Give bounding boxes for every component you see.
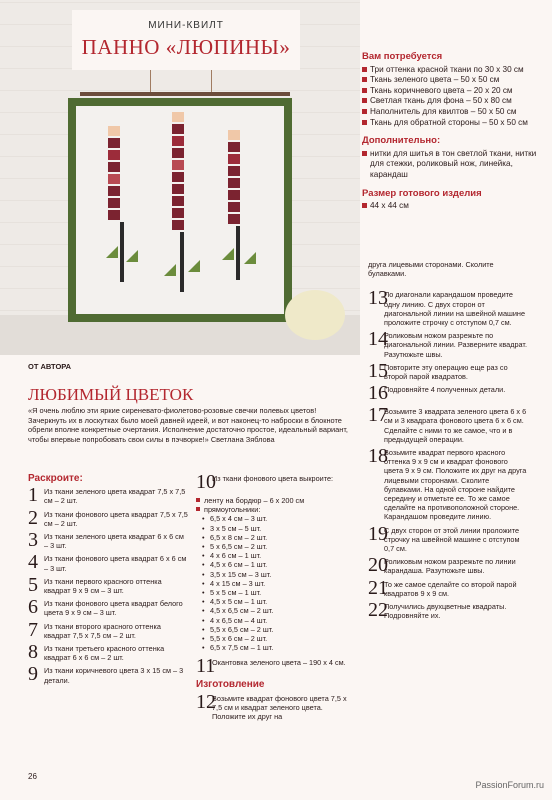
needs-item: Ткань зеленого цвета – 50 х 50 см bbox=[362, 75, 547, 86]
right-steps-column bbox=[368, 260, 528, 625]
step-text: Из ткани фонового цвета квадрат 6 х 6 см – 3 шт. bbox=[44, 554, 187, 573]
leaf bbox=[188, 260, 200, 272]
make-step bbox=[368, 382, 528, 405]
cut-heading: Раскроите: bbox=[28, 473, 83, 484]
step-text: По диагонали карандашом проведите одну линию. С двух сторон от диагональной линии на швейной машине проложите строчку с отступом 0,7 см. bbox=[384, 290, 526, 328]
rect-item: • 5,5 х 6 см – 2 шт. bbox=[196, 634, 356, 643]
step-text: С двух сторон от этой линии проложите строчку на швейной машине с отступом 0,7 см. bbox=[384, 525, 520, 554]
step-number: 3 bbox=[28, 529, 38, 552]
step-number: 15 bbox=[368, 359, 388, 382]
step-number: 4 bbox=[28, 551, 38, 574]
leaf bbox=[222, 248, 234, 260]
page-title: ПАННО «ЛЮПИНЫ» bbox=[81, 35, 291, 59]
make-step bbox=[368, 554, 528, 577]
rect-item: • 6,5 х 4 см – 3 шт. bbox=[196, 514, 356, 523]
step-number: 21 bbox=[368, 576, 388, 599]
step-text: Возьмите 3 квадрата зеленого цвета 6 х 6 см и 3 квадрата фонового цвета 6 х 6 см. Сделайте с ними то же самое, что и в предыдущей операции. bbox=[384, 407, 527, 444]
make-step bbox=[368, 445, 528, 522]
step-text: Из ткани коричневого цвета 3 х 15 см – 3 детали. bbox=[44, 666, 184, 685]
rect-item: • 3,5 х 15 см – 3 шт. bbox=[196, 570, 356, 579]
cut-step bbox=[28, 573, 188, 596]
rect-item: • 4 х 15 см – 3 шт. bbox=[196, 579, 356, 588]
step-text: Из ткани фонового цвета квадрат белого цвета 9 х 9 см – 3 шт. bbox=[44, 599, 183, 618]
lupine-flower bbox=[172, 112, 188, 232]
extra-item: нитки для шитья в тон светлой ткани, нитки для стежки, роликовый нож, линейка, карандаш bbox=[362, 149, 547, 181]
make-step bbox=[368, 404, 528, 444]
step-text: Получились двухцветные квадраты. Подровняйте их. bbox=[384, 602, 507, 621]
make-step bbox=[368, 576, 528, 599]
rectangles-item: прямоугольники: bbox=[196, 505, 356, 514]
make-step bbox=[196, 690, 356, 722]
rect-item: • 4 х 6,5 см – 4 шт. bbox=[196, 616, 356, 625]
step-number: 9 bbox=[28, 663, 38, 686]
make-step bbox=[368, 287, 528, 328]
leaf bbox=[164, 264, 176, 276]
step-text: Роликовым ножом разрежьте по диагональной линии. Разверните квадрат. Разутюжьте швы. bbox=[384, 331, 527, 359]
step-number: 22 bbox=[368, 599, 388, 622]
step-number: 8 bbox=[28, 641, 38, 664]
flower-stem bbox=[236, 226, 240, 280]
step-text: Окантовка зеленого цвета – 190 х 4 см. bbox=[212, 658, 346, 668]
step-text: Возьмите квадрат первого красного оттенка 9 х 9 см и квадрат фонового цвета 9 х 9 см. Положите их друг на друга лицевыми сторонами. Сколите булавками. На одной стороне найдите середину и отметьте ее. То же самое сделайте на противоположной стороне. Карандашом проведите линию. bbox=[384, 448, 527, 522]
flower-stem bbox=[120, 222, 124, 282]
cut-step bbox=[28, 484, 188, 507]
step-text: Роликовым ножом разрежьте по линии карандаша. Разутюжьте швы. bbox=[384, 557, 516, 576]
step-number: 17 bbox=[368, 404, 388, 427]
step-text: Повторите эту операцию еще раз со второй парой квадратов. bbox=[384, 362, 508, 382]
cut-step bbox=[28, 596, 188, 619]
cut-step bbox=[196, 655, 356, 678]
step-number: 14 bbox=[368, 328, 388, 351]
watermark: PassionForum.ru bbox=[475, 780, 544, 790]
quilt-photo bbox=[0, 0, 360, 355]
hanging-rod bbox=[80, 92, 290, 96]
step-number: 16 bbox=[368, 382, 388, 405]
leaf bbox=[244, 252, 256, 264]
step-text: Из ткани первого красного оттенка квадрат 9 х 9 см – 3 шт. bbox=[44, 576, 162, 596]
step-number: 6 bbox=[28, 596, 38, 619]
step-text: Из ткани второго красного оттенка квадрат 7,5 х 7,5 см – 2 шт. bbox=[44, 621, 161, 640]
rect-item: • 3 х 5 см – 5 шт. bbox=[196, 524, 356, 533]
continued-text: друга лицевыми сторонами. Сколите булавками. bbox=[368, 260, 494, 279]
step-number: 20 bbox=[368, 554, 388, 577]
step-text: Из ткани фонового цвета выкроите: bbox=[212, 474, 334, 483]
author-quote: «Я очень люблю эти яркие сиреневато-фиолетово-розовые свечки полевых цветов! Зачеркнуть их в лоскутках было моей давней идеей, и вот наконец-то наброски в блокноте обрели вполне конкретные очертания. Исполнение достаточно простое, идеальный вариант, чтобы впервые попробовать свои силы в пэчворке!» Светлана Зяблова bbox=[28, 406, 348, 444]
flower-stem bbox=[180, 232, 184, 292]
step-number: 19 bbox=[368, 522, 388, 545]
step-text: Из ткани третьего красного оттенка квадрат 6 х 6 см – 2 шт. bbox=[44, 644, 165, 663]
rect-item: • 4,5 х 5 см – 1 шт. bbox=[196, 597, 356, 606]
author-title: ЛЮБИМЫЙ ЦВЕТОК bbox=[28, 385, 194, 404]
needs-heading: Вам потребуется bbox=[362, 51, 443, 62]
needs-item: Ткань для обратной стороны – 50 х 50 см bbox=[362, 118, 547, 129]
cut-column bbox=[28, 474, 188, 689]
step-text: Из ткани зеленого цвета квадрат 7,5 х 7,5 см – 2 шт. bbox=[44, 487, 186, 506]
step-text: Из ткани фонового цвета квадрат 7,5 х 7,5 см – 2 шт. bbox=[44, 509, 188, 528]
cut-step bbox=[28, 618, 188, 641]
needs-item: Светлая ткань для фона – 50 х 80 см bbox=[362, 96, 547, 107]
size-heading: Размер готового изделия bbox=[362, 187, 482, 199]
make-step bbox=[368, 522, 528, 554]
rect-item: • 5,5 х 6,5 см – 2 шт. bbox=[196, 625, 356, 634]
hydrangea-flower bbox=[285, 290, 345, 340]
lupine-flower bbox=[108, 126, 124, 222]
rect-item: • 6,5 х 8 см – 2 шт. bbox=[196, 533, 356, 542]
materials-panel bbox=[362, 52, 547, 220]
middle-column bbox=[196, 471, 356, 725]
step-number: 7 bbox=[28, 618, 38, 641]
header-box bbox=[72, 10, 300, 70]
cut-step bbox=[28, 506, 188, 529]
step-number: 18 bbox=[368, 445, 388, 468]
cut-step bbox=[28, 551, 188, 574]
make-heading: Изготовление bbox=[196, 679, 265, 691]
step-text: То же самое сделайте со второй парой квадратов 9 х 9 см. bbox=[384, 579, 517, 598]
border-strip-item: ленту на бордюр – 6 х 200 см bbox=[196, 496, 356, 505]
section-kicker: МИНИ-КВИЛТ bbox=[148, 20, 224, 31]
step-text: Возьмите квадрат фонового цвета 7,5 х 7,5 см и квадрат зеленого цвета. Положите их друг на bbox=[212, 693, 347, 722]
step-number: 12 bbox=[196, 690, 216, 713]
rect-item: • 4,5 х 6 см – 1 шт. bbox=[196, 560, 356, 569]
cut-step bbox=[28, 641, 188, 664]
cut-step bbox=[28, 529, 188, 552]
needs-item: Три оттенка красной ткани по 30 х 30 см bbox=[362, 65, 547, 76]
lupine-flower bbox=[228, 130, 244, 226]
step-number: 13 bbox=[368, 287, 388, 310]
leaf bbox=[106, 246, 118, 258]
cut-step bbox=[28, 663, 188, 686]
make-step bbox=[368, 599, 528, 622]
make-step bbox=[368, 328, 528, 359]
size-item: 44 х 44 см bbox=[362, 201, 547, 212]
step-number: 1 bbox=[28, 484, 38, 507]
leaf bbox=[126, 250, 138, 262]
step-text: Подровняйте 4 полученных детали. bbox=[384, 385, 506, 395]
step-number: 2 bbox=[28, 506, 38, 529]
author-tag: ОТ АВТОРА bbox=[28, 362, 72, 371]
step-text: Из ткани зеленого цвета квадрат 6 х 6 см – 3 шт. bbox=[44, 532, 184, 551]
step-number: 10 bbox=[196, 471, 216, 493]
rect-item: • 5 х 5 см – 1 шт. bbox=[196, 588, 356, 597]
cut-step bbox=[196, 471, 356, 493]
step-number: 11 bbox=[196, 655, 216, 678]
step-number: 5 bbox=[28, 573, 38, 596]
rect-item: • 5 х 6,5 см – 2 шт. bbox=[196, 542, 356, 551]
rect-item: • 6,5 х 7,5 см – 1 шт. bbox=[196, 643, 356, 652]
rect-item: • 4 х 6 см – 1 шт. bbox=[196, 551, 356, 560]
needs-item: Ткань коричневого цвета – 20 х 20 см bbox=[362, 86, 547, 97]
make-step bbox=[368, 359, 528, 382]
needs-item: Наполнитель для квилтов – 50 х 50 см bbox=[362, 107, 547, 118]
extra-heading: Дополнительно: bbox=[362, 135, 441, 147]
page-number: 26 bbox=[28, 772, 37, 781]
rect-item: • 4,5 х 6,5 см – 2 шт. bbox=[196, 606, 356, 615]
